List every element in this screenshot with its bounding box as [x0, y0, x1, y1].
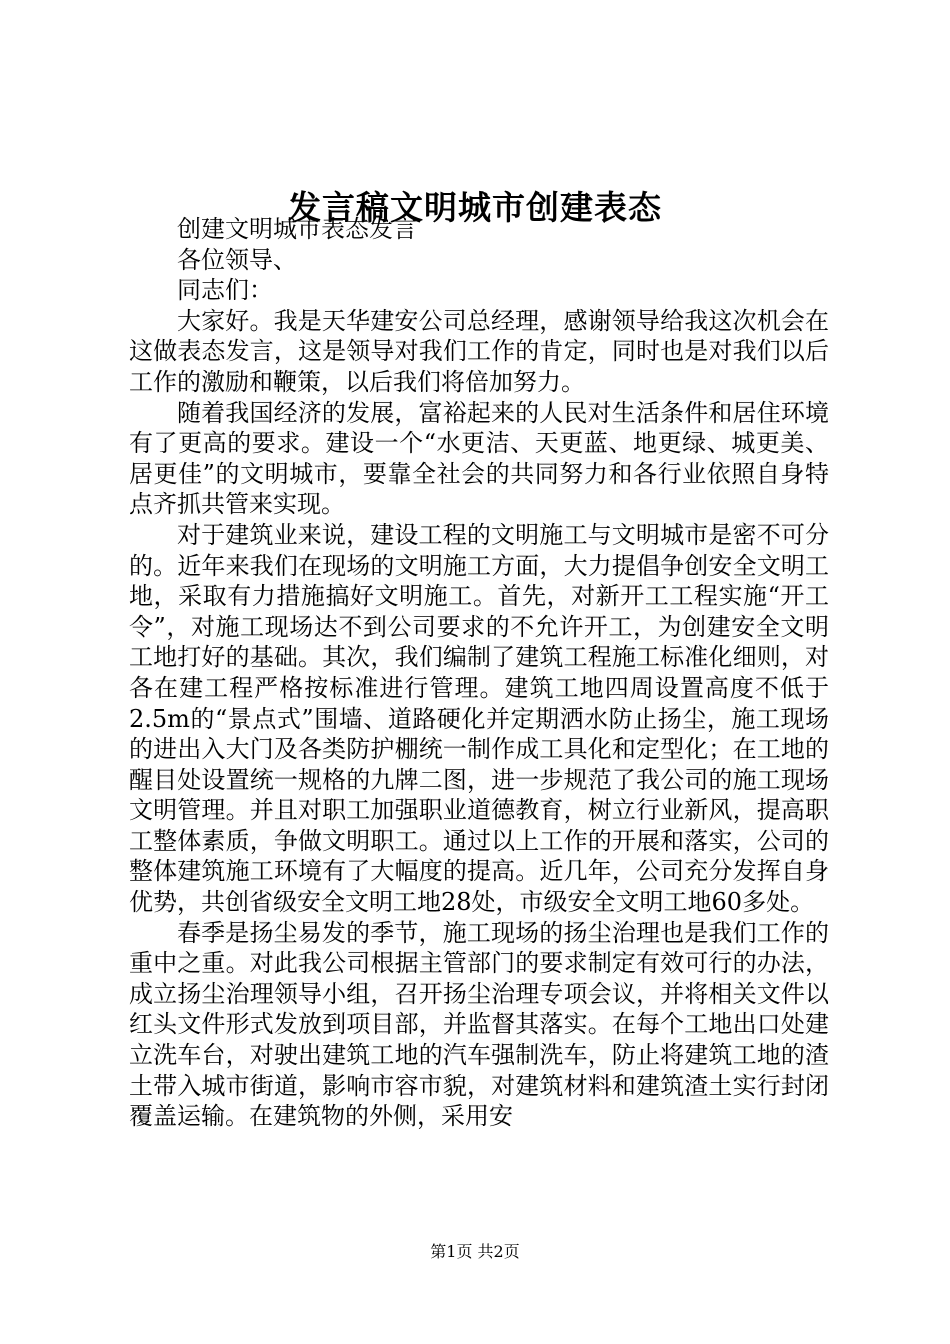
page-number-footer: 第1页 共2页: [430, 1242, 520, 1261]
body-paragraph: 随着我国经济的发展，富裕起来的人民对生活条件和居住环境有了更高的要求。建设一个“水更洁、天更蓝、地更绿、城更美、居更佳”的文明城市，要靠全社会的共同努力和各行业依照自身特点齐抓共管来实现。: [129, 398, 829, 519]
body-paragraph: 春季是扬尘易发的季节，施工现场的扬尘治理也是我们工作的重中之重。对此我公司根据主管部门的要求制定有效可行的办法，成立扬尘治理领导小组，召开扬尘治理专项会议，并将相关文件以红头文件形式发放到项目部，并监督其落实。在每个工地出口处建立洗车台，对驶出建筑工地的汽车强制洗车，防止将建筑工地的渣土带入城市街道，影响市容市貌，对建筑材料和建筑渣土实行封闭覆盖运输。在建筑物的外侧，采用安: [129, 918, 829, 1131]
salutation-leaders: 各位领导、: [177, 245, 297, 274]
salutation-comrades: 同志们：: [177, 276, 273, 305]
body-paragraph: 对于建筑业来说，建设工程的文明施工与文明城市是密不可分的。近年来我们在现场的文明施工方面，大力提倡争创安全文明工地，采取有力措施搞好文明施工。首先，对新开工工程实施“开工令”，对施工现场达不到公司要求的不允许开工，为创建安全文明工地打好的基础。其次，我们编制了建筑工程施工标准化细则，对各在建工程严格按标准进行管理。建筑工地四周设置高度不低于2.5m的“景点式”围墙、道路硬化并定期洒水防止扬尘，施工现场的进出入大门及各类防护棚统一制作成工具化和定型化；在工地的醒目处设置统一规格的九牌二图，进一步规范了我公司的施工现场文明管理。并且对职工加强职业道德教育，树立行业新风，提高职工整体素质，争做文明职工。通过以上工作的开展和落实，公司的整体建筑施工环境有了大幅度的提高。近几年，公司充分发挥自身优势，共创省级安全文明工地28处，市级安全文明工地60多处。: [129, 520, 829, 917]
body-paragraph: 大家好。我是天华建安公司总经理，感谢领导给我这次机会在这做表态发言，这是领导对我们工作的肯定，同时也是对我们以后工作的激励和鞭策，以后我们将倍加努力。: [129, 306, 829, 396]
speech-heading-paragraph: 创建文明城市表态发言: [177, 215, 417, 243]
document-body: [129, 214, 829, 1132]
document-title: 发言稿文明城市创建表态: [288, 188, 662, 227]
